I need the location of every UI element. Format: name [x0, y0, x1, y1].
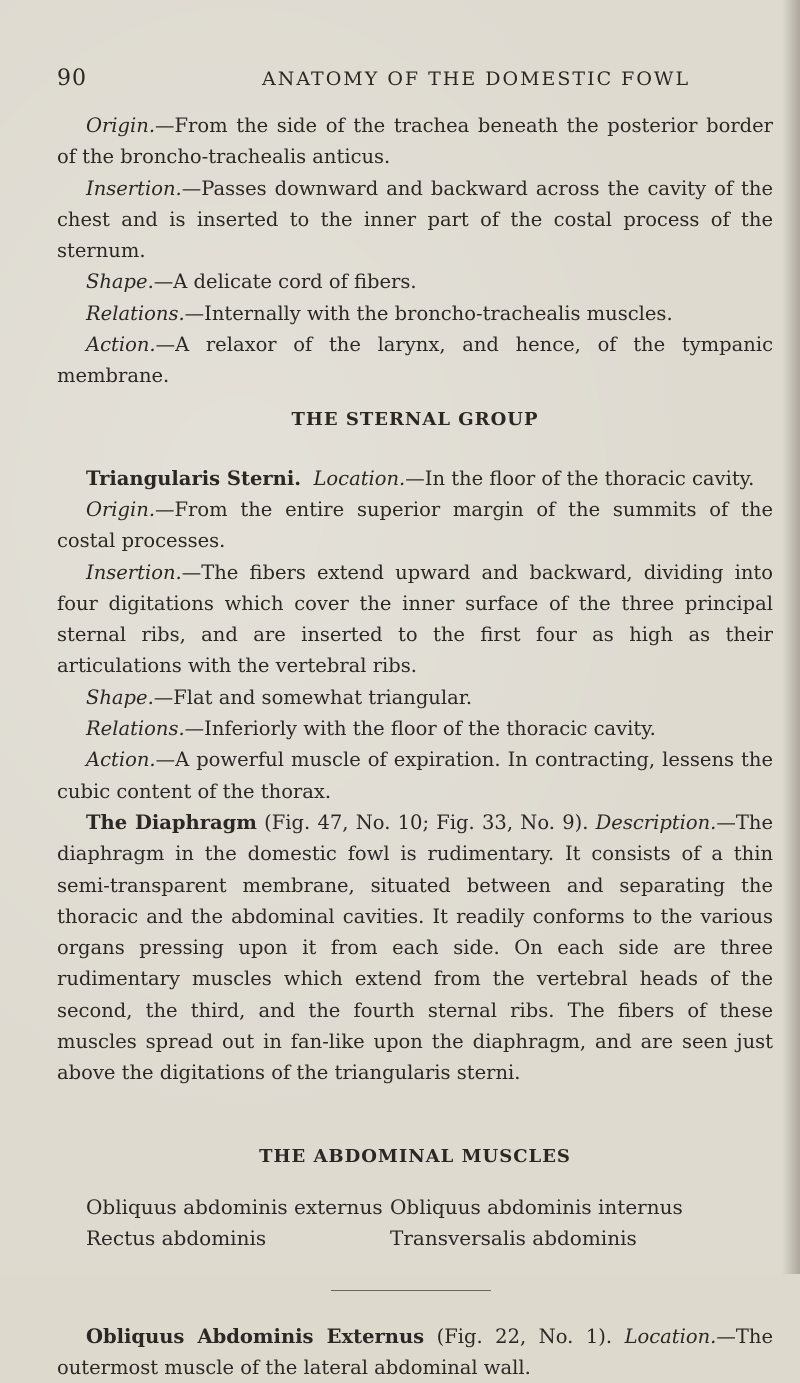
obliquus-externus-figure-ref: (Fig. 22, No. 1).: [424, 1324, 625, 1348]
page-content: [57, 110, 773, 1383]
triangularis-location-term: Location.: [313, 466, 406, 490]
triangularis-insertion-term: Insertion.: [86, 560, 182, 584]
obliquus-externus-name: Obliquus Abdominis Externus: [86, 1324, 425, 1348]
section-title-abdominal-muscles: THE ABDOMINAL MUSCLES: [259, 1145, 571, 1167]
insertion-paragraph: [57, 173, 773, 267]
action-text: —A relaxor of the larynx, and hence, of the tympanic membrane.: [57, 333, 773, 388]
diaphragm-paragraph: [57, 807, 773, 1089]
relations-paragraph: [57, 298, 773, 329]
triangularis-location-text: —In the floor of the thoracic cavity.: [405, 466, 755, 490]
relations-text: —Internally with the broncho-trachealis muscles.: [184, 301, 673, 325]
shape-text: —A delicate cord of fibers.: [153, 270, 417, 294]
obliquus-externus-paragraph: [57, 1321, 773, 1383]
triangularis-shape-paragraph: [57, 682, 773, 713]
insertion-term: Insertion.: [86, 176, 182, 200]
muscle-list-item: Obliquus abdominis externus: [86, 1194, 383, 1219]
page-edge-shadow: [782, 0, 800, 1274]
shape-term: Shape.: [86, 270, 154, 294]
triangularis-insertion-paragraph: [57, 557, 773, 682]
triangularis-action-paragraph: [57, 744, 773, 807]
shape-paragraph: [57, 266, 773, 297]
triangularis-name: Triangularis Sterni.: [86, 466, 302, 490]
origin-term: Origin.: [86, 114, 156, 137]
triangularis-shape-text: —Flat and somewhat triangular.: [153, 685, 473, 709]
triangularis-action-term: Action.: [86, 748, 156, 772]
triangularis-origin-paragraph: [57, 494, 773, 557]
relations-term: Relations.: [86, 301, 185, 325]
triangularis-origin-term: Origin.: [86, 497, 156, 521]
diaphragm-description-text: —The diaphragm in the domestic fowl is rudimentary. It consists of a thin semi-transparent membrane, situated between and separating the thoracic and the abdominal cavities. It readily conforms to the various organs pressing upon it from each side. On each side are three rudimentary muscles which extend from the vertebral heads of the second, the third, and the fourth sternal ribs. The fibers of these muscles spread out in fan-like upon the diaphragm, and are seen just above the digitations of the triangularis sterni.: [57, 810, 773, 1085]
diaphragm-figure-ref: (Fig. 47, No. 10; Fig. 33, No. 9).: [256, 810, 596, 834]
triangularis-action-text: —A powerful muscle of expiration. In contracting, lessens the cubic content of the thorax.: [57, 748, 773, 803]
obliquus-externus-location-text: —The outermost muscle of the lateral abdominal wall.: [57, 1324, 773, 1379]
triangularis-shape-term: Shape.: [86, 685, 154, 709]
muscle-list-item: Obliquus abdominis internus: [390, 1194, 683, 1219]
diaphragm-name: The Diaphragm: [86, 810, 257, 834]
insertion-text: —Passes downward and backward across the cavity of the chest and is inserted to the inner part of the costal process of the sternum.: [57, 176, 773, 263]
triangularis-relations-paragraph: [57, 713, 773, 744]
origin-paragraph: [57, 110, 773, 173]
abdominal-muscle-list: [86, 1192, 773, 1254]
action-paragraph: [57, 329, 773, 392]
divider-rule: [331, 1290, 491, 1291]
triangularis-insertion-text: —The fibers extend upward and backward, dividing into four digitations which cover the inner surface of the three principal sternal ribs, and are inserted to the first four as high as their articulations with the vertebral ribs.: [57, 560, 773, 678]
triangularis-origin-text: —From the entire superior margin of the summits of the costal processes.: [57, 497, 773, 553]
obliquus-externus-location-term: Location.: [624, 1324, 717, 1348]
section-title-sternal-group: THE STERNAL GROUP: [291, 408, 539, 430]
triangularis-relations-term: Relations.: [86, 717, 185, 741]
triangularis-relations-text: —Inferiorly with the floor of the thoracic cavity.: [184, 717, 656, 741]
origin-text: —From the side of the trachea beneath the posterior border of the broncho-trachealis anticus.: [57, 114, 773, 169]
muscle-list-item: Rectus abdominis: [86, 1225, 267, 1250]
action-term: Action.: [86, 333, 156, 357]
page-number: 90: [57, 66, 87, 91]
page-header: [57, 66, 773, 94]
muscle-list-item: Transversalis abdominis: [390, 1225, 637, 1250]
triangularis-paragraph: [57, 463, 773, 494]
diaphragm-description-term: Description.: [595, 810, 717, 834]
running-head: ANATOMY OF THE DOMESTIC FOWL: [262, 68, 691, 90]
